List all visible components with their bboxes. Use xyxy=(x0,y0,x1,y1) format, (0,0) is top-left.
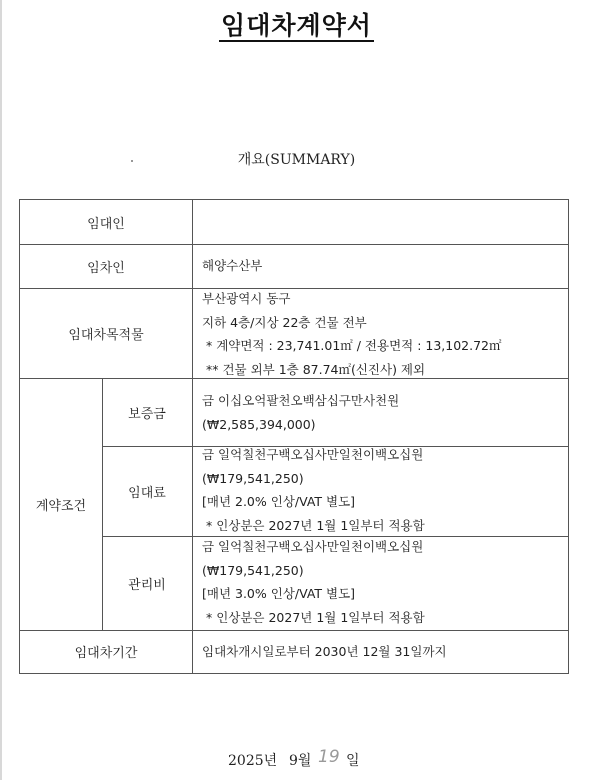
rent-line: [매년 2.0% 인상/VAT 별도] xyxy=(202,494,356,509)
property-line: * 계약면적 : 23,741.01㎡ / 전용면적 : 13,102.72㎡ xyxy=(202,338,502,353)
maintenance-line: * 인상분은 2027년 1월 1일부터 적용함 xyxy=(202,609,425,625)
property-line: 부산광역시 동구 xyxy=(202,291,291,306)
property-value xyxy=(202,287,502,381)
column-divider xyxy=(192,200,193,378)
date-month: 9월 xyxy=(289,753,312,769)
lessor-label: 임대인 xyxy=(87,216,125,232)
column-divider xyxy=(192,630,193,673)
maintenance-label: 관리비 xyxy=(128,577,166,593)
deposit-line: 금 이십오억팔천오백삼십구만사천원 xyxy=(202,393,400,408)
maintenance-value xyxy=(202,535,425,629)
summary-heading: 개요(SUMMARY) xyxy=(237,152,356,168)
rent-line: 금 일억칠천구백오십사만일천이백오십원 xyxy=(202,447,424,462)
lessee-label: 임차인 xyxy=(87,260,125,276)
date-day-handwritten: 19 xyxy=(318,747,340,767)
property-label: 임대차목적물 xyxy=(68,327,144,343)
summary-table xyxy=(19,199,569,674)
document-title-text: 임대차계약서 xyxy=(221,11,372,40)
property-line: 지하 4층/지상 22층 건물 전부 xyxy=(202,314,367,330)
column-divider xyxy=(192,378,193,630)
maintenance-line: (₩179,541,250) xyxy=(202,562,304,578)
deposit-value xyxy=(202,389,399,436)
property-line: ** 건물 외부 1층 87.74㎡(신진사) 제외 xyxy=(202,361,426,377)
deposit-label: 보증금 xyxy=(128,406,166,422)
date-day-suffix: 일 xyxy=(346,753,360,769)
maintenance-line: 금 일억칠천구백오십사만일천이백오십원 xyxy=(202,539,424,554)
rent-value xyxy=(202,443,425,537)
maintenance-line: [매년 3.0% 인상/VAT 별도] xyxy=(202,586,356,601)
contract-date xyxy=(0,747,593,770)
conditions-label: 계약조건 xyxy=(35,498,87,514)
lessee-value: 해양수산부 xyxy=(202,258,263,273)
rent-label: 임대료 xyxy=(128,485,166,501)
date-year: 2025년 xyxy=(228,753,278,769)
term-value: 임대차개시일로부터 2030년 12월 31일까지 xyxy=(202,644,447,659)
term-label: 임대차기간 xyxy=(74,646,138,661)
rent-line: (₩179,541,250) xyxy=(202,470,304,486)
rent-line: * 인상분은 2027년 1월 1일부터 적용함 xyxy=(202,517,425,533)
page-edge xyxy=(0,0,2,780)
deposit-line: (₩2,585,394,000) xyxy=(202,416,316,432)
document-title xyxy=(0,6,593,42)
